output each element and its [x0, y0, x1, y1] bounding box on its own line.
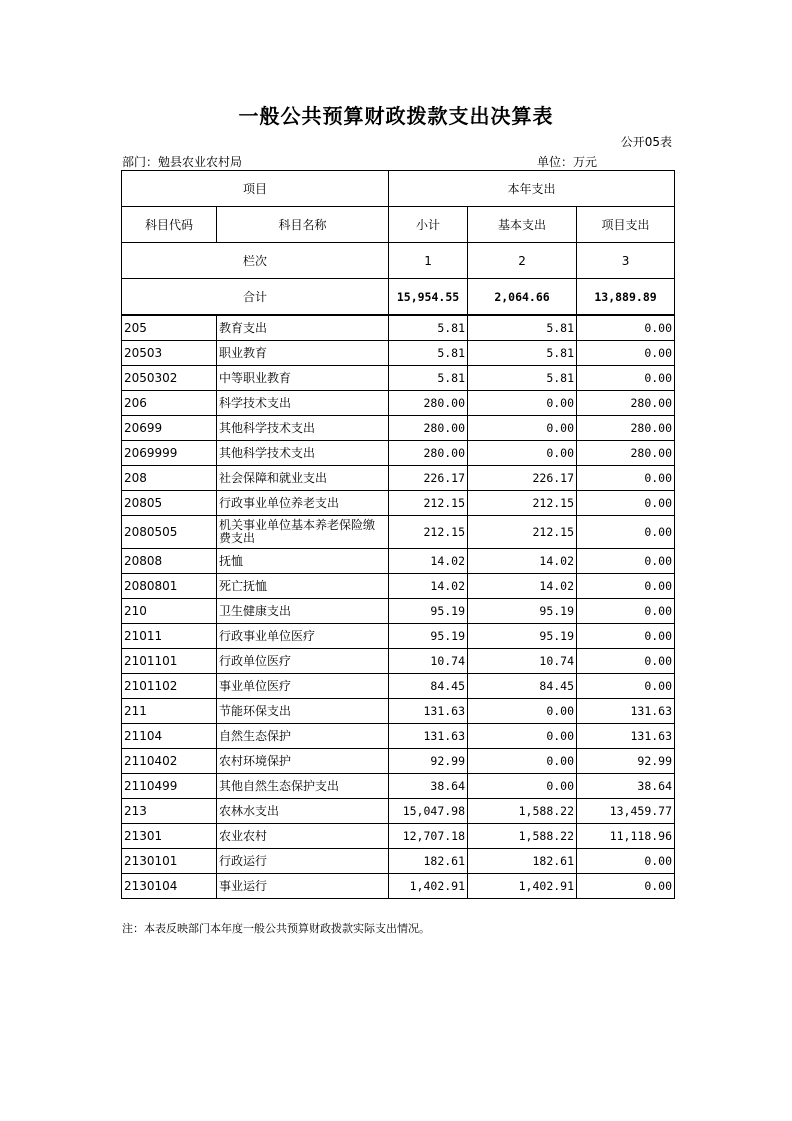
row-subtotal: 131.63	[389, 699, 468, 724]
row-subtotal: 15,047.98	[389, 799, 468, 824]
row-name: 事业运行	[217, 874, 389, 899]
row-project: 0.00	[577, 315, 675, 341]
row-subtotal: 1,402.91	[389, 874, 468, 899]
row-project: 280.00	[577, 391, 675, 416]
row-project: 131.63	[577, 724, 675, 749]
header-name: 科目名称	[217, 207, 389, 243]
header-basic: 基本支出	[468, 207, 577, 243]
header-code: 科目代码	[122, 207, 217, 243]
row-project: 0.00	[577, 516, 675, 549]
row-project: 92.99	[577, 749, 675, 774]
row-name: 农村环境保护	[217, 749, 389, 774]
row-subtotal: 14.02	[389, 574, 468, 599]
table-row	[122, 341, 675, 366]
total-row	[122, 279, 675, 316]
row-code: 213	[122, 799, 217, 824]
row-name: 其他自然生态保护支出	[217, 774, 389, 799]
row-code: 20808	[122, 549, 217, 574]
table-row	[122, 466, 675, 491]
table-row	[122, 315, 675, 341]
row-name: 行政事业单位养老支出	[217, 491, 389, 516]
row-code: 210	[122, 599, 217, 624]
table-row	[122, 391, 675, 416]
row-subtotal: 280.00	[389, 441, 468, 466]
page-title: 一般公共预算财政拨款支出决算表	[238, 104, 554, 128]
row-basic: 0.00	[468, 774, 577, 799]
header-col1: 1	[389, 243, 468, 279]
table-row	[122, 799, 675, 824]
row-basic: 95.19	[468, 599, 577, 624]
table-row	[122, 749, 675, 774]
row-name: 农林水支出	[217, 799, 389, 824]
row-project: 280.00	[577, 441, 675, 466]
row-name: 科学技术支出	[217, 391, 389, 416]
row-code: 2110499	[122, 774, 217, 799]
row-name: 机关事业单位基本养老保险缴费支出	[217, 516, 389, 549]
row-basic: 1,402.91	[468, 874, 577, 899]
row-basic: 5.81	[468, 341, 577, 366]
row-basic: 0.00	[468, 749, 577, 774]
row-project: 0.00	[577, 624, 675, 649]
header-col2: 2	[468, 243, 577, 279]
row-basic: 212.15	[468, 491, 577, 516]
row-project: 0.00	[577, 341, 675, 366]
row-project: 0.00	[577, 649, 675, 674]
table-row	[122, 441, 675, 466]
row-project: 11,118.96	[577, 824, 675, 849]
row-project: 0.00	[577, 366, 675, 391]
row-subtotal: 14.02	[389, 549, 468, 574]
table-row	[122, 874, 675, 899]
unit-label: 单位：万元	[537, 155, 598, 169]
row-subtotal: 280.00	[389, 391, 468, 416]
row-basic: 0.00	[468, 391, 577, 416]
row-name: 卫生健康支出	[217, 599, 389, 624]
table-row	[122, 824, 675, 849]
row-subtotal: 92.99	[389, 749, 468, 774]
row-subtotal: 95.19	[389, 624, 468, 649]
total-subtotal: 15,954.55	[389, 279, 468, 316]
header-column-no: 栏次	[122, 243, 389, 279]
row-name: 其他科学技术支出	[217, 441, 389, 466]
row-subtotal: 212.15	[389, 491, 468, 516]
table-row	[122, 416, 675, 441]
row-code: 20503	[122, 341, 217, 366]
total-label: 合计	[122, 279, 389, 316]
row-code: 2080801	[122, 574, 217, 599]
row-project: 0.00	[577, 674, 675, 699]
row-basic: 5.81	[468, 315, 577, 341]
total-project: 13,889.89	[577, 279, 675, 316]
table-row	[122, 549, 675, 574]
row-basic: 95.19	[468, 624, 577, 649]
row-basic: 0.00	[468, 699, 577, 724]
row-code: 2130104	[122, 874, 217, 899]
row-name: 农业农村	[217, 824, 389, 849]
row-subtotal: 5.81	[389, 341, 468, 366]
table-row	[122, 774, 675, 799]
table-row	[122, 599, 675, 624]
row-basic: 10.74	[468, 649, 577, 674]
header-row-3	[122, 243, 675, 279]
table-row	[122, 674, 675, 699]
row-subtotal: 5.81	[389, 366, 468, 391]
header-col3: 3	[577, 243, 675, 279]
row-code: 2069999	[122, 441, 217, 466]
row-name: 其他科学技术支出	[217, 416, 389, 441]
row-name: 教育支出	[217, 315, 389, 341]
header-row-1	[122, 171, 675, 207]
row-code: 2101101	[122, 649, 217, 674]
row-code: 21301	[122, 824, 217, 849]
row-subtotal: 38.64	[389, 774, 468, 799]
row-subtotal: 212.15	[389, 516, 468, 549]
row-code: 2101102	[122, 674, 217, 699]
row-basic: 0.00	[468, 416, 577, 441]
row-code: 21104	[122, 724, 217, 749]
row-basic: 5.81	[468, 366, 577, 391]
row-name: 行政运行	[217, 849, 389, 874]
table-code: 公开05表	[620, 135, 672, 149]
row-name: 抚恤	[217, 549, 389, 574]
table-row	[122, 491, 675, 516]
expenditure-table	[121, 170, 675, 899]
row-basic: 0.00	[468, 441, 577, 466]
row-code: 20699	[122, 416, 217, 441]
row-basic: 182.61	[468, 849, 577, 874]
row-subtotal: 10.74	[389, 649, 468, 674]
header-current-year: 本年支出	[389, 171, 675, 207]
row-basic: 212.15	[468, 516, 577, 549]
row-name: 行政单位医疗	[217, 649, 389, 674]
row-basic: 84.45	[468, 674, 577, 699]
row-code: 20805	[122, 491, 217, 516]
row-subtotal: 84.45	[389, 674, 468, 699]
row-project: 38.64	[577, 774, 675, 799]
row-subtotal: 280.00	[389, 416, 468, 441]
table-row	[122, 849, 675, 874]
row-name: 职业教育	[217, 341, 389, 366]
row-project: 0.00	[577, 574, 675, 599]
row-subtotal: 182.61	[389, 849, 468, 874]
total-basic: 2,064.66	[468, 279, 577, 316]
header-project: 项目支出	[577, 207, 675, 243]
row-name: 节能环保支出	[217, 699, 389, 724]
table-row	[122, 624, 675, 649]
row-subtotal: 131.63	[389, 724, 468, 749]
row-basic: 1,588.22	[468, 824, 577, 849]
row-code: 2130101	[122, 849, 217, 874]
row-basic: 14.02	[468, 574, 577, 599]
table-row	[122, 724, 675, 749]
row-project: 0.00	[577, 874, 675, 899]
row-code: 2110402	[122, 749, 217, 774]
row-name: 中等职业教育	[217, 366, 389, 391]
row-name: 死亡抚恤	[217, 574, 389, 599]
row-name: 自然生态保护	[217, 724, 389, 749]
row-project: 0.00	[577, 466, 675, 491]
header-row-2	[122, 207, 675, 243]
row-subtotal: 12,707.18	[389, 824, 468, 849]
row-name: 行政事业单位医疗	[217, 624, 389, 649]
row-project: 0.00	[577, 849, 675, 874]
header-subtotal: 小计	[389, 207, 468, 243]
row-basic: 14.02	[468, 549, 577, 574]
row-name: 事业单位医疗	[217, 674, 389, 699]
table-row	[122, 649, 675, 674]
row-basic: 226.17	[468, 466, 577, 491]
row-project: 13,459.77	[577, 799, 675, 824]
table-row	[122, 699, 675, 724]
table-row	[122, 516, 675, 549]
row-code: 211	[122, 699, 217, 724]
department-label: 部门：勉县农业农村局	[122, 155, 243, 169]
row-basic: 0.00	[468, 724, 577, 749]
row-code: 205	[122, 315, 217, 341]
row-code: 206	[122, 391, 217, 416]
row-project: 280.00	[577, 416, 675, 441]
row-code: 2050302	[122, 366, 217, 391]
row-basic: 1,588.22	[468, 799, 577, 824]
row-project: 0.00	[577, 599, 675, 624]
row-name: 社会保障和就业支出	[217, 466, 389, 491]
row-code: 208	[122, 466, 217, 491]
footnote: 注：本表反映部门本年度一般公共预算财政拨款实际支出情况。	[122, 922, 430, 935]
row-subtotal: 95.19	[389, 599, 468, 624]
row-code: 21011	[122, 624, 217, 649]
header-item: 项目	[122, 171, 389, 207]
table-row	[122, 574, 675, 599]
row-code: 2080505	[122, 516, 217, 549]
table-row	[122, 366, 675, 391]
row-project: 0.00	[577, 491, 675, 516]
row-project: 0.00	[577, 549, 675, 574]
row-subtotal: 226.17	[389, 466, 468, 491]
row-project: 131.63	[577, 699, 675, 724]
row-subtotal: 5.81	[389, 315, 468, 341]
